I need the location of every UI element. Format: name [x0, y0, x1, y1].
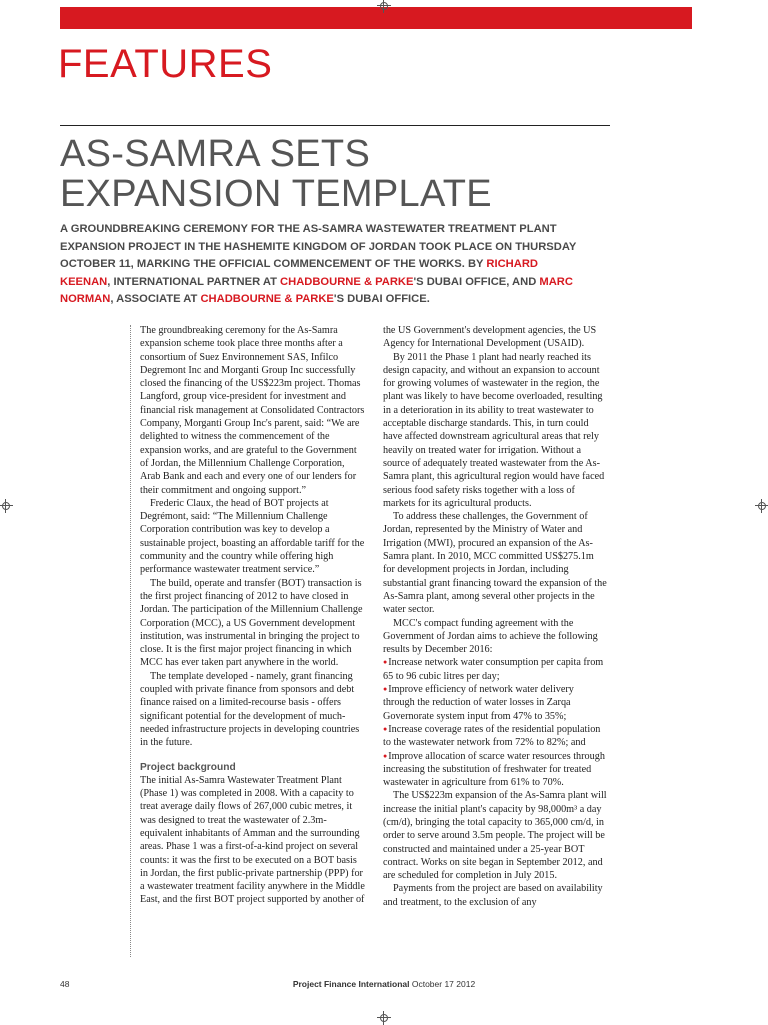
paragraph: Payments from the project are based on availability and treatment, to the exclusion of any: [383, 883, 603, 908]
standfirst: [60, 221, 580, 309]
subheading-project-background: Project background: [140, 761, 236, 773]
headline-line-1: AS-SAMRA SETS: [60, 133, 371, 175]
standfirst-text-1: A GROUNDBREAKING CEREMONY FOR THE AS-SAMRA WASTEWATER TREATMENT PLANT EXPANSION PROJECT IN THE HASHEMITE KINGDOM OF JORDAN TOOK PLACE ON THURSDAY OCTOBER 11, MARKING THE OFFICIAL COMMENCEMENT OF THE WORKS. BY: [60, 223, 577, 270]
bullet-item: [383, 683, 608, 723]
headline: [60, 134, 620, 214]
paragraph: MCC's compact funding agreement with the Government of Jordan aims to achieve the following results by December 2016:: [383, 617, 598, 656]
paragraph: the US Government's development agencies, the US Agency for International Development (USAID).: [383, 325, 597, 350]
publication-name: Project Finance International: [292, 979, 410, 989]
registration-mark-bottom: [377, 1011, 391, 1025]
paragraph: The groundbreaking ceremony for the As-Samra expansion scheme took place three months after a consortium of Suez Environnement SAS, Infilco Degremont Inc and Morganti Group Inc successfully closed the financing of the US$223m project. Thomas Langford, group vice-president for investment and financial risk management at Consolidated Contractors Company, Morganti Group Inc's parent, said: “We are delighted to witness the commencement of the expansion works, and are grateful to the Government of Jordan, the Millennium Challenge Corporation, Arab Bank and each and every one of our lenders for their commitment and ongoing support.”: [140, 325, 365, 496]
body-column-2: [383, 324, 608, 909]
paragraph: To address these challenges, the Government of Jordan, represented by the Ministry of Water and Irrigation (MWI), procured an expansion of the As-Samra plant. In 2010, MCC committed US$275.1m for development projects in Jordan, including substantial grant financing toward the expansion of the As-Samra plant, among several other projects in the water sector.: [383, 511, 607, 616]
section-label: FEATURES: [58, 42, 273, 86]
top-red-bar: [60, 7, 692, 29]
registration-mark-top: [377, 0, 391, 13]
headline-line-2: EXPANSION TEMPLATE: [60, 173, 492, 215]
page-number: 48: [60, 979, 70, 989]
paragraph: The initial As-Samra Wastewater Treatment Plant (Phase 1) was completed in 2008. With a capacity to treat average daily flows of 267,000 cubic metres, it was designed to treat the wastewater of 2.3m-equivalent inhabitants of Amman and the surrounding areas. Phase 1 was a first-of-a-kind project on several counts: it was the first to be executed on a BOT basis in Jordan, the first public-private partnership (PPP) for a wastewater treatment facility anywhere in the Middle East, and the first BOT project supported by another of: [140, 774, 365, 906]
bullet-text: Improve allocation of scarce water resources through increasing the substitution of freshwater for treated wastewater in agriculture from 61% to 70%.: [383, 750, 605, 789]
firm-name-2: CHADBOURNE & PARKE: [200, 293, 334, 305]
author-richard-keenan: RICHARD KEENAN: [60, 258, 538, 288]
bullet-text: Improve efficiency of network water delivery through the reduction of water losses in Zarqa Governorate system input from 47% to 35%;: [383, 684, 574, 722]
bullet-item: [383, 750, 608, 790]
paragraph: By 2011 the Phase 1 plant had nearly reached its design capacity, and without an expansion to account for growing volumes of wastewater in the region, the plant was likely to have become overloaded, resulting in a deterioration in its ability to treat wastewater to acceptable discharge standards. This, in turn could have affected downstream agricultural areas that rely heavily on treated water for irrigation. Without a source of adequately treated wastewater from the As-Samra plant, this agricultural region would have faced serious food safety risks together with a loss of markets for its agricultural products.: [383, 351, 605, 509]
paragraph: Frederic Claux, the head of BOT projects at Degrémont, said: “The Millennium Challenge Corporation contribution was key to develop a sustainable project, boasting an affordable tariff for the community and the country while offering high performance wastewater treatment service.”: [140, 497, 365, 576]
bullet-item: [383, 656, 608, 683]
standfirst-text-5: 'S DUBAI OFFICE.: [333, 293, 430, 305]
standfirst-text-2: , INTERNATIONAL PARTNER AT: [107, 275, 281, 288]
registration-mark-right: [755, 499, 768, 513]
bullet-item: [383, 723, 608, 750]
author-marc-norman: MARC NORMAN: [60, 275, 573, 305]
body-column-1: [140, 324, 366, 907]
paragraph: The template developed - namely, grant financing coupled with private finance from sponsors and debt finance raised on a limited-recourse basis - offers significant potential for the development of much-needed infrastructure projects in developing countries in the future.: [140, 670, 360, 749]
registration-mark-left: [0, 499, 13, 513]
publication-date: October 17 2012: [411, 979, 476, 989]
paragraph: The US$223m expansion of the As-Samra plant will increase the initial plant's capacity by 98,000m³ a day (cm/d), bringing the total capacity to 365,000 cm/d, in order to serve around 3.5m people. The project will be constructed and maintained under a 25-year BOT contract. Works on site began in September 2012, and are scheduled for completion in July 2015.: [383, 790, 607, 882]
paragraph: The build, operate and transfer (BOT) transaction is the first project financing of 2012 to have closed in Jordan. The participation of the Millennium Challenge Corporation (MCC), a US Government development institution, was instrumental in bringing the project to close. It is the first major project financing in which MCC has ever taken part anywhere in the world.: [140, 577, 363, 669]
headline-rule: [60, 125, 610, 126]
bullet-text: Increase coverage rates of the residential population to the wastewater network from 72% to 82%; and: [383, 723, 601, 749]
standfirst-text-4: , ASSOCIATE AT: [110, 293, 201, 305]
column-rule: [130, 325, 131, 957]
footer: [0, 979, 768, 989]
bullet-text: Increase network water consumption per capita from 65 to 96 cubic litres per day;: [383, 657, 604, 682]
standfirst-text-3: 'S DUBAI OFFICE, AND: [413, 275, 540, 288]
firm-name-1: CHADBOURNE & PARKE: [280, 275, 414, 288]
